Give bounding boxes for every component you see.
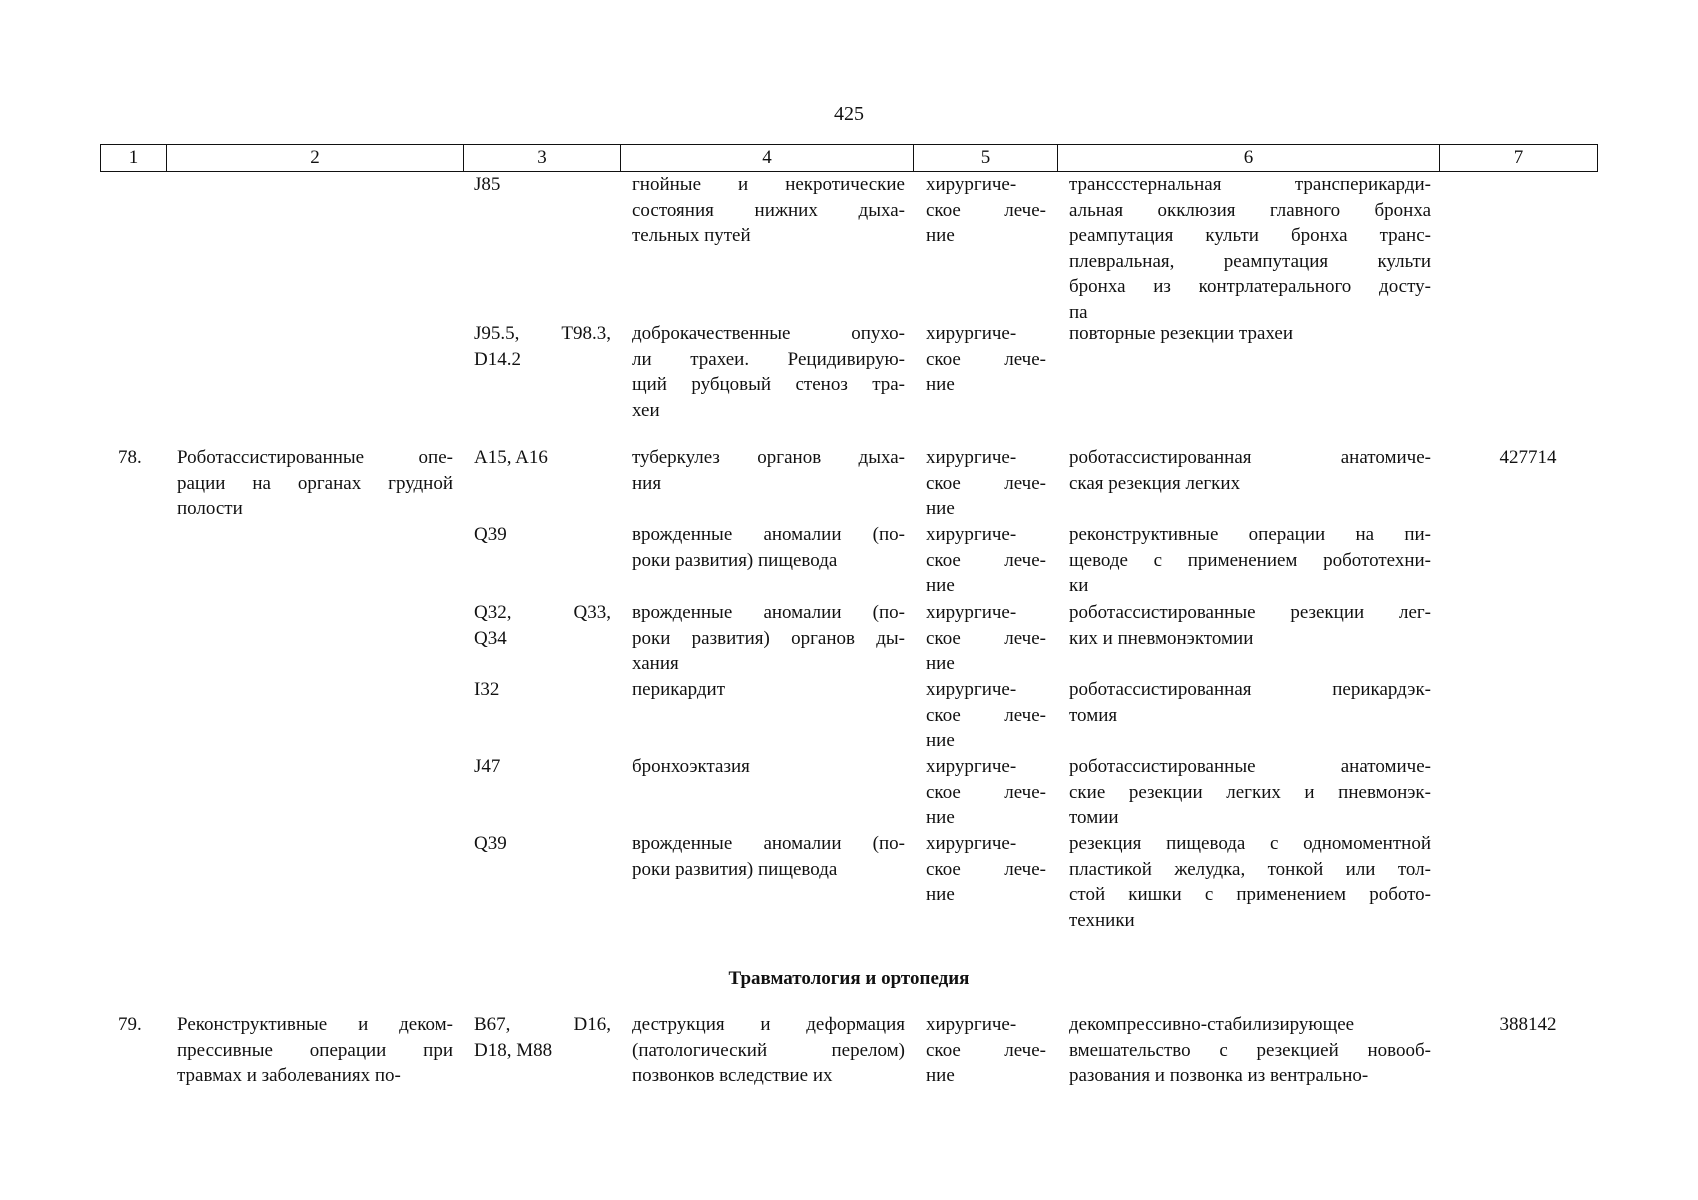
- column-header-2: 2: [166, 145, 463, 171]
- treatment-type: [926, 172, 1046, 249]
- treatment-method-line: роботассистированная анатомиче-: [1069, 447, 1431, 468]
- treatment-method: [1069, 172, 1431, 325]
- diagnosis-line: тельных путей: [632, 225, 751, 246]
- treatment-type-line: ское лече-: [926, 627, 1046, 649]
- procedure-group-name-line: Роботассистированные опе-: [177, 447, 453, 468]
- icd-codes-line: Q39: [474, 524, 507, 545]
- treatment-type: [926, 321, 1046, 398]
- treatment-type-line: хирургиче-: [926, 524, 1017, 545]
- diagnosis-line: врожденные аномалии (по-: [632, 524, 905, 545]
- procedure-group-name-line: рации на органах грудной: [177, 472, 453, 494]
- column-header-4: 4: [620, 145, 913, 171]
- icd-codes-line: Q32, Q33,: [474, 602, 611, 623]
- diagnosis-line: состояния нижних дыха-: [632, 199, 905, 221]
- diagnosis-line: роки развития) органов ды-: [632, 627, 905, 649]
- diagnosis-line: хеи: [632, 399, 660, 421]
- column-header-5: 5: [913, 145, 1057, 171]
- column-header-3: 3: [463, 145, 620, 171]
- diagnosis-line: перикардит: [632, 679, 726, 700]
- diagnosis-line: хания: [632, 653, 679, 674]
- diagnosis-line: (патологический перелом): [632, 1039, 905, 1061]
- treatment-type-line: ние: [926, 884, 955, 905]
- row-number: 78.: [118, 447, 142, 468]
- treatment-method-line: ки: [1069, 575, 1089, 596]
- diagnosis-line: позвонков вследствие их: [632, 1065, 833, 1086]
- diagnosis-line: гнойные и некротические: [632, 174, 905, 195]
- treatment-method-line: томия: [1069, 704, 1118, 726]
- procedure-group-name-line: полости: [177, 498, 243, 519]
- treatment-type: [926, 445, 1046, 522]
- diagnosis: [632, 754, 905, 780]
- icd-codes: [474, 1012, 611, 1063]
- treatment-type: [926, 831, 1046, 908]
- table-header-row: [100, 144, 1598, 172]
- treatment-method: [1069, 1012, 1431, 1089]
- diagnosis-line: роки развития) пищевода: [632, 549, 838, 571]
- icd-codes: [474, 172, 611, 198]
- treatment-type-line: ское лече-: [926, 704, 1046, 726]
- procedure-group-name-line: Реконструктивные и деком-: [177, 1014, 453, 1035]
- treatment-method-line: роботассистированные анатомиче-: [1069, 756, 1431, 777]
- icd-codes: [474, 831, 611, 857]
- treatment-method-line: реампутация культи бронха транс-: [1069, 225, 1431, 246]
- icd-codes: [474, 677, 611, 703]
- diagnosis: [632, 522, 905, 573]
- procedure-group-name: [177, 1012, 453, 1089]
- icd-codes-line: D18, M88: [474, 1039, 553, 1061]
- treatment-method: [1069, 321, 1431, 347]
- diagnosis-line: роки развития) пищевода: [632, 858, 838, 880]
- icd-codes-line: D14.2: [474, 348, 521, 370]
- cost-value: 427714: [1499, 447, 1557, 468]
- diagnosis-line: врожденные аномалии (по-: [632, 602, 905, 623]
- treatment-method-line: транссстернальная трансперикарди-: [1069, 174, 1431, 195]
- diagnosis-line: туберкулез органов дыха-: [632, 447, 905, 468]
- diagnosis-line: щий рубцовый стеноз тра-: [632, 374, 905, 395]
- diagnosis-line: врожденные аномалии (по-: [632, 833, 905, 854]
- icd-codes-line: J47: [474, 756, 501, 777]
- treatment-type-line: ское лече-: [926, 472, 1046, 494]
- treatment-type-line: ние: [926, 807, 955, 828]
- diagnosis: [632, 600, 905, 677]
- diagnosis: [632, 321, 905, 423]
- treatment-method: [1069, 677, 1431, 728]
- procedure-group-name-line: травмах и заболеваниях по-: [177, 1065, 401, 1086]
- icd-codes-line: I32: [474, 679, 500, 700]
- treatment-method-line: вмешательство с резекцией новооб-: [1069, 1039, 1431, 1061]
- diagnosis: [632, 1012, 905, 1089]
- treatment-type: [926, 1012, 1046, 1089]
- icd-codes-line: A15, A16: [474, 447, 548, 468]
- treatment-type-line: хирургиче-: [926, 447, 1017, 468]
- treatment-method-line: щеводе с применением робототехни-: [1069, 549, 1431, 571]
- treatment-type-line: ское лече-: [926, 199, 1046, 221]
- icd-codes: [474, 600, 611, 651]
- treatment-method-line: реконструктивные операции на пи-: [1069, 524, 1431, 545]
- treatment-type-line: хирургиче-: [926, 602, 1017, 623]
- icd-codes: [474, 445, 611, 471]
- treatment-type-line: хирургиче-: [926, 174, 1017, 195]
- treatment-method: [1069, 754, 1431, 831]
- treatment-method-line: ких и пневмонэктомии: [1069, 627, 1254, 649]
- treatment-type-line: хирургиче-: [926, 323, 1017, 344]
- treatment-method-line: бронха из контрлатерального досту-: [1069, 276, 1431, 297]
- icd-codes-line: B67, D16,: [474, 1014, 611, 1035]
- icd-codes: [474, 321, 611, 372]
- treatment-method-line: роботассистированная перикардэк-: [1069, 679, 1431, 700]
- treatment-type-line: ние: [926, 730, 955, 751]
- icd-codes-line: Q34: [474, 627, 507, 649]
- treatment-type-line: хирургиче-: [926, 756, 1017, 777]
- treatment-method-line: техники: [1069, 909, 1135, 931]
- treatment-type: [926, 754, 1046, 831]
- diagnosis-line: доброкачественные опухо-: [632, 323, 905, 344]
- procedure-group-name-line: прессивные операции при: [177, 1039, 453, 1061]
- treatment-type-line: ние: [926, 575, 955, 596]
- treatment-method: [1069, 600, 1431, 651]
- page-number: 425: [834, 103, 864, 125]
- treatment-method-line: ские резекции легких и пневмонэк-: [1069, 781, 1431, 803]
- treatment-type-line: хирургиче-: [926, 1014, 1017, 1035]
- treatment-method-line: плевральная, реампутация культи: [1069, 250, 1431, 272]
- icd-codes: [474, 522, 611, 548]
- icd-codes-line: Q39: [474, 833, 507, 854]
- cost-value: 388142: [1499, 1014, 1557, 1035]
- diagnosis: [632, 172, 905, 249]
- section-title: Травматология и ортопедия: [728, 968, 970, 989]
- treatment-method-line: стой кишки с применением робото-: [1069, 884, 1431, 905]
- treatment-type: [926, 677, 1046, 754]
- treatment-method-line: повторные резекции трахеи: [1069, 323, 1294, 344]
- diagnosis: [632, 677, 905, 703]
- treatment-type-line: ское лече-: [926, 858, 1046, 880]
- diagnosis: [632, 445, 905, 496]
- treatment-method-line: разования и позвонка из вентрально-: [1069, 1065, 1369, 1086]
- treatment-type-line: ние: [926, 225, 955, 246]
- treatment-type-line: ское лече-: [926, 549, 1046, 571]
- diagnosis-line: деструкция и деформация: [632, 1014, 905, 1035]
- treatment-method-line: па: [1069, 301, 1088, 323]
- diagnosis-line: ния: [632, 472, 662, 494]
- treatment-type-line: хирургиче-: [926, 679, 1017, 700]
- icd-codes-line: J95.5, T98.3,: [474, 323, 611, 344]
- column-header-6: 6: [1057, 145, 1439, 171]
- treatment-type-line: ское лече-: [926, 1039, 1046, 1061]
- column-header-1: 1: [100, 145, 166, 171]
- treatment-type-line: ское лече-: [926, 781, 1046, 803]
- treatment-method: [1069, 831, 1431, 933]
- treatment-method: [1069, 445, 1431, 496]
- treatment-method-line: томии: [1069, 807, 1119, 828]
- diagnosis-line: бронхоэктазия: [632, 756, 750, 777]
- column-header-7: 7: [1439, 145, 1598, 171]
- treatment-type-line: ние: [926, 498, 955, 519]
- icd-codes-line: J85: [474, 174, 501, 195]
- icd-codes: [474, 754, 611, 780]
- treatment-method-line: ская резекция легких: [1069, 472, 1241, 494]
- treatment-type-line: хирургиче-: [926, 833, 1017, 854]
- treatment-type: [926, 600, 1046, 677]
- treatment-type: [926, 522, 1046, 599]
- procedure-group-name: [177, 445, 453, 522]
- treatment-type-line: ние: [926, 374, 955, 395]
- treatment-method: [1069, 522, 1431, 599]
- treatment-type-line: ние: [926, 1065, 955, 1086]
- treatment-type-line: ское лече-: [926, 348, 1046, 370]
- diagnosis-line: ли трахеи. Рецидивирую-: [632, 348, 905, 370]
- diagnosis: [632, 831, 905, 882]
- treatment-method-line: резекция пищевода с одномоментной: [1069, 833, 1431, 854]
- treatment-method-line: роботассистированные резекции лег-: [1069, 602, 1431, 623]
- treatment-method-line: альная окклюзия главного бронха: [1069, 199, 1431, 221]
- treatment-method-line: декомпрессивно-стабилизирующее: [1069, 1014, 1355, 1035]
- treatment-type-line: ние: [926, 653, 955, 674]
- row-number: 79.: [118, 1014, 142, 1035]
- treatment-method-line: пластикой желудка, тонкой или тол-: [1069, 858, 1431, 880]
